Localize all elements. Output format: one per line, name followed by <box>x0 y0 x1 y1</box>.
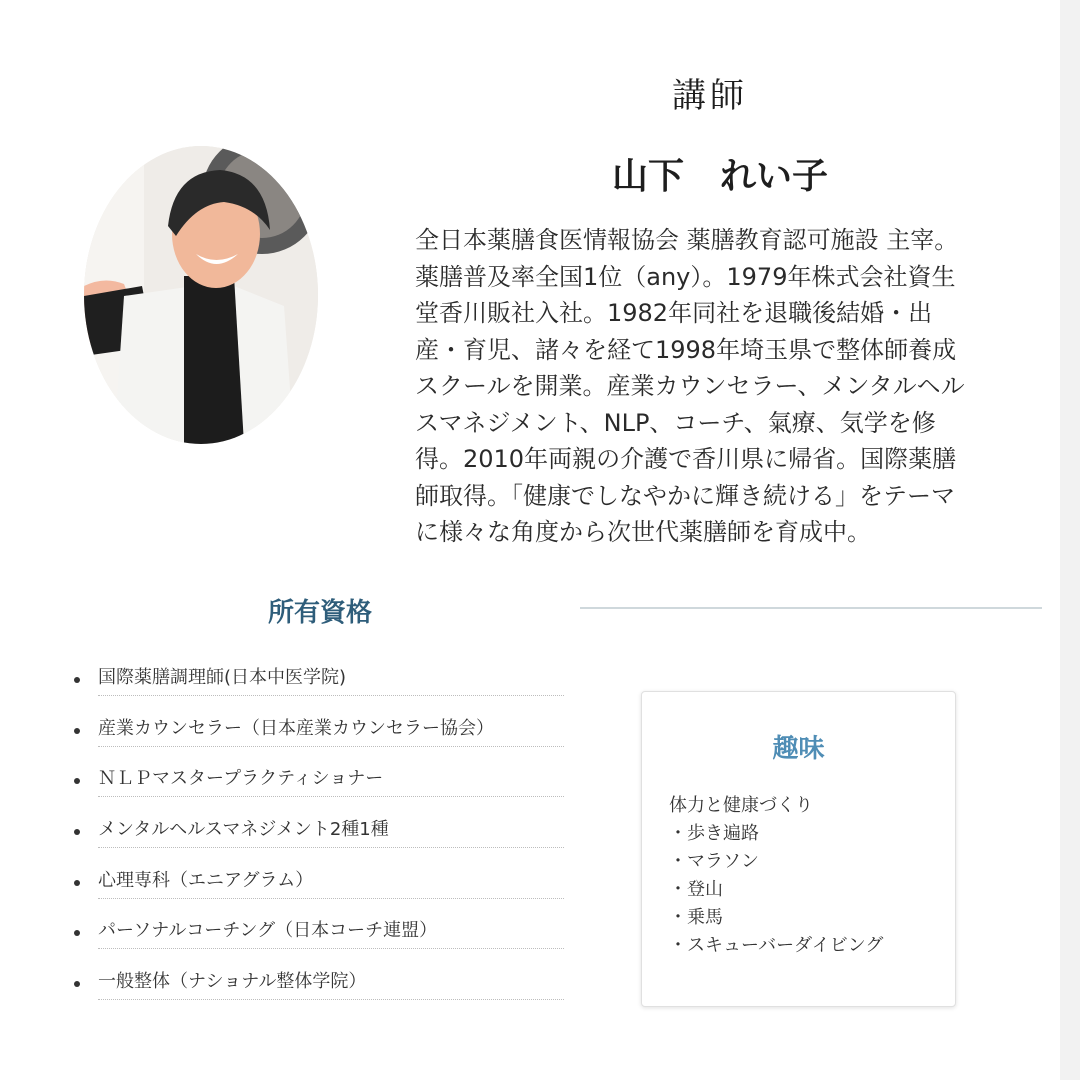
qualification-item <box>74 863 564 914</box>
hobby-list <box>669 820 883 960</box>
hobby-card <box>641 691 956 1007</box>
qualification-text: 産業カウンセラー（日本産業カウンセラー協会） <box>98 717 564 747</box>
bio-text <box>415 222 1030 551</box>
bio-line: スクールを開業。産業カウンセラー、メンタルヘル <box>415 372 965 400</box>
qualification-item <box>74 660 564 711</box>
hobby-subtitle: 体力と健康づくり <box>669 795 813 816</box>
bullet-icon <box>74 930 80 936</box>
hobby-heading: 趣味 <box>772 734 825 764</box>
qualification-item <box>74 812 564 863</box>
qualification-text: 一般整体（ナショナル整体学院） <box>98 970 564 1000</box>
section-divider <box>580 607 1042 609</box>
bullet-icon <box>74 728 80 734</box>
qualification-text: ＮＬＰマスタープラクティショナー <box>98 767 564 797</box>
bio-line: スマネジメント、NLP、コーチ、氣療、気学を修 <box>415 408 936 437</box>
qualification-text: メンタルヘルスマネジメント2種1種 <box>98 818 564 848</box>
qualification-text: 心理専科（エニアグラム） <box>98 869 564 899</box>
bullet-icon <box>74 880 80 886</box>
bio-line: 薬膳普及率全国1位（any）。1979年株式会社資生 <box>415 262 956 291</box>
bio-line: 得。2010年両親の介護で香川県に帰省。国際薬膳 <box>415 445 957 473</box>
hobby-item: ・マラソン <box>669 851 759 872</box>
bio-line: に様々な角度から次世代薬膳師を育成中。 <box>415 518 871 546</box>
qualifications-heading: 所有資格 <box>267 598 372 628</box>
qualification-item <box>74 711 564 762</box>
qualification-text: パーソナルコーチング（日本コーチ連盟） <box>98 919 564 949</box>
qualification-item <box>74 913 564 964</box>
qualification-text: 国際薬膳調理師(日本中医学院) <box>98 666 564 696</box>
hobby-item: ・歩き遍路 <box>669 823 759 844</box>
hobby-item: ・登山 <box>669 879 723 900</box>
instructor-name: 山下 れい子 <box>611 156 828 197</box>
qualifications-list <box>74 660 564 1015</box>
bio-line: 師取得。「健康でしなやかに輝き続ける」をテーマ <box>415 481 955 510</box>
bullet-icon <box>74 981 80 987</box>
bullet-icon <box>74 829 80 835</box>
bullet-icon <box>74 677 80 683</box>
bio-line: 産・育児、諸々を経て1998年埼玉県で整体師養成 <box>415 335 957 364</box>
profile-photo <box>84 146 318 444</box>
bio-line: 堂香川販社入社。1982年同社を退職後結婚・出 <box>415 299 933 327</box>
hobby-item: ・乗馬 <box>669 907 723 928</box>
hobby-item: ・スキューバーダイビング <box>669 935 884 956</box>
portrait-photo-icon <box>84 146 318 444</box>
right-edge-strip <box>1060 0 1080 1080</box>
role-title: 講師 <box>672 76 748 116</box>
bio-line: 全日本薬膳食医情報協会 薬膳教育認可施設 主宰。 <box>415 226 959 254</box>
bullet-icon <box>74 778 80 784</box>
qualification-item <box>74 761 564 812</box>
qualification-item <box>74 964 564 1015</box>
